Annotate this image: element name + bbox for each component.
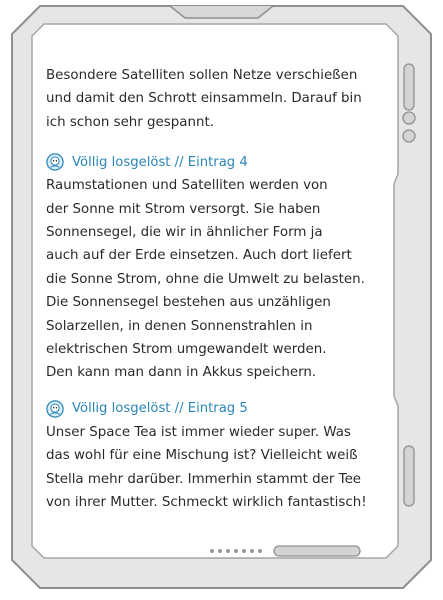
- frame-right-slot-top: [404, 64, 414, 110]
- frame-top-notch: [170, 6, 273, 18]
- frame-right-dot-1: [403, 112, 415, 124]
- diary-content: [46, 64, 386, 515]
- intro-text: Besondere Satelliten sollen Netze verschießen und damit den Schrott einsammeln. Darauf bin ich schon sehr gespannt.: [46, 68, 362, 130]
- entry-heading-text: Völlig losgelöst // Eintrag 5: [72, 401, 248, 417]
- astronaut-avatar-icon: [46, 153, 64, 171]
- frame-right-dot-2: [403, 130, 415, 142]
- frame-bottom-slot: [274, 546, 360, 556]
- entry-text: Raumstationen und Satelliten werden von der Sonne mit Strom versorgt. Sie haben Sonnensegel, die wir in ähnlicher Form ja auch auf der Erde einsetzen. Auch dort liefert die Sonne Strom, ohne die Umwelt zu belasten. Die Sonnensegel bestehen aus unzähligen Solarzellen, in denen Sonnenstrahlen in elektrischen Strom umgewandelt werden. Den kann man dann in Akkus speichern.: [46, 178, 365, 381]
- entry-text: Unser Space Tea ist immer wieder super. Was das wohl für eine Mischung ist? Vielleicht weiß Stella mehr darüber. Immerhin stammt der Tee von ihrer Mutter. Schmeckt wirklich fantastisch!: [46, 424, 367, 511]
- diary-entry-5: [46, 397, 386, 515]
- astronaut-avatar-icon: [46, 400, 64, 418]
- entry-heading: [46, 397, 386, 421]
- frame-right-slot-bottom: [404, 446, 414, 506]
- entry-heading: [46, 150, 386, 174]
- diary-entry-4: [46, 150, 386, 385]
- entry-heading-text: Völlig losgelöst // Eintrag 4: [72, 154, 248, 170]
